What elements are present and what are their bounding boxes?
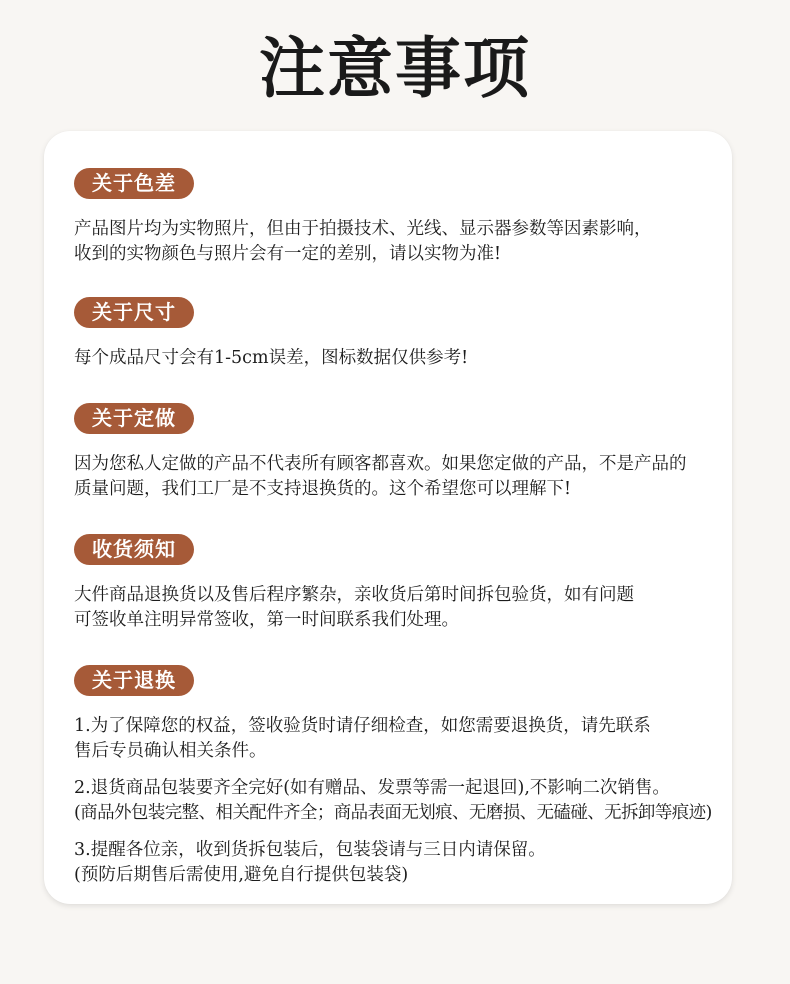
body-line: 因为您私人定做的产品不代表所有顾客都喜欢。如果您定做的产品，不是产品的: [74, 454, 687, 474]
notice-card: [44, 131, 732, 904]
section-heading-badge: 关于尺寸: [74, 297, 194, 328]
section-custom-order: [74, 403, 724, 502]
section-body: [74, 217, 724, 267]
list-item: [74, 776, 724, 826]
section-body: [74, 452, 724, 502]
body-line: (商品外包装完整、相关配件齐全；商品表面无划痕、无磨损、无磕碰、无拆卸等痕迹): [74, 803, 712, 823]
body-line: 大件商品退换货以及售后程序繁杂，亲收货后第时间拆包验货，如有问题: [74, 585, 634, 605]
body-line: 1.为了保障您的权益，签收验货时请仔细检查，如您需要退换货，请先联系: [74, 716, 651, 736]
section-receiving: [74, 534, 724, 633]
section-size: [74, 297, 724, 371]
body-line: 2.退货商品包装要齐全完好(如有赠品、发票等需一起退回),不影响二次销售。: [74, 778, 670, 798]
list-item: [74, 714, 724, 764]
body-line: 收到的实物颜色与照片会有一定的差别，请以实物为准!: [74, 244, 502, 264]
body-line: 售后专员确认相关条件。: [74, 741, 267, 761]
section-returns: [74, 665, 724, 888]
page-title: 注意事项: [259, 29, 531, 107]
list-item: [74, 838, 724, 888]
section-heading-badge: 关于色差: [74, 168, 194, 199]
section-color-difference: [74, 168, 724, 267]
body-line: 质量问题，我们工厂是不支持退换货的。这个希望您可以理解下!: [74, 479, 572, 499]
body-line: 可签收单注明异常签收，第一时间联系我们处理。: [74, 610, 459, 630]
body-line: 3.提醒各位亲，收到货拆包装后，包装袋请与三日内请保留。: [74, 840, 546, 860]
body-line: 产品图片均为实物照片，但由于拍摄技术、光线、显示器参数等因素影响，: [74, 219, 652, 239]
section-heading-badge: 关于定做: [74, 403, 194, 434]
section-heading-badge: 关于退换: [74, 665, 194, 696]
body-line: (预防后期售后需使用,避免自行提供包装袋): [74, 865, 409, 885]
body-line: 每个成品尺寸会有1-5cm误差，图标数据仅供参考!: [74, 348, 469, 368]
section-body: [74, 583, 724, 633]
section-heading-badge: 收货须知: [74, 534, 194, 565]
section-body: [74, 346, 724, 371]
section-body: [74, 714, 724, 888]
